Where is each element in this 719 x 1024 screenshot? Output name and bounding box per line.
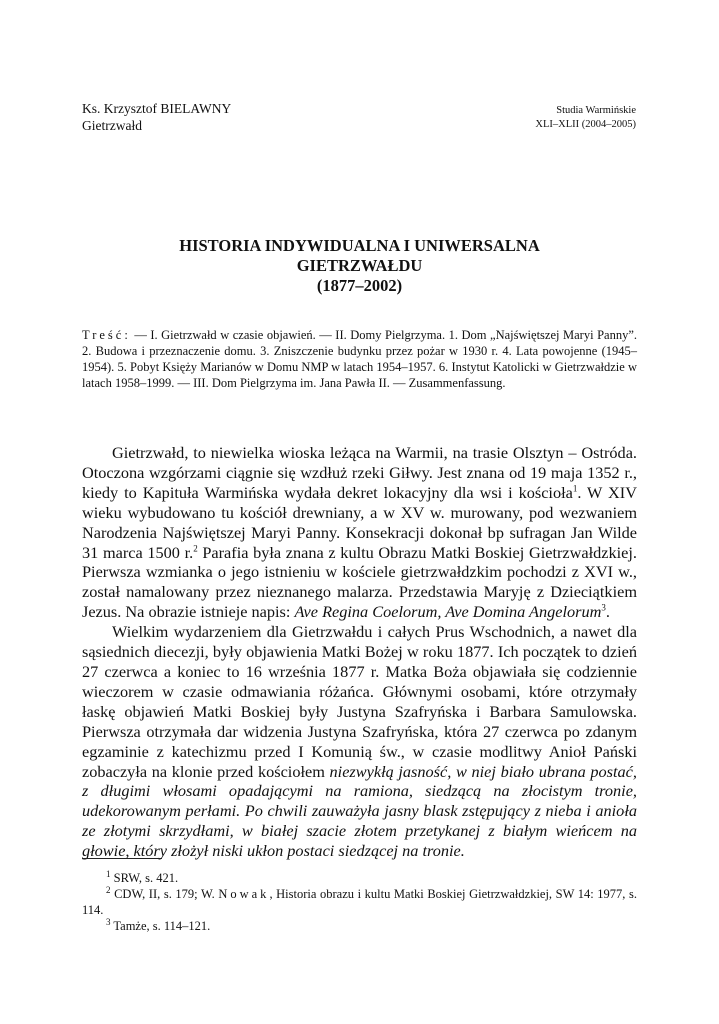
paragraph-2 — [82, 622, 637, 861]
paragraph-1-text-c: Parafia była znana z kultu Obrazu Matki Boskiej Gietrzwałdzkiej. Pierwsza wzmianka o jego istnieniu w kościele gietrzwałdzkim pochodzi z XVI w., został namalowany przez nieznanego malarza. Przedstawia Maryję z Dzieciątkiem Jezus. Na obrazie istnieje napis: — [82, 542, 637, 622]
article-title — [82, 236, 637, 296]
footnote-2-text-b: , Historia obrazu i kultu Matki Boskiej Gietrzwałdzkiej, — [269, 887, 556, 901]
footnote-3 — [82, 918, 637, 934]
paragraph-1-end: . — [605, 602, 610, 622]
article-body — [82, 443, 637, 861]
abstract-lead: Treść: — [82, 328, 131, 342]
footnote-divider — [82, 858, 162, 859]
paragraph-2-text: Wielkim wydarzeniem dla Gietrzwałdu i całych Prus Wschodnich, a nawet dla sąsiednich diecezji, były objawienia Matki Bożej w roku 1877. Ich początek to dzień 27 czerwca a koniec to 16 września 1877 r. Matka Boża objawiała się codziennie wieczorem w czasie odmawiania różańca. Głównymi osobami, które otrzymały łaskę objawień Matki Boskiej były Justyna Szafryńska i Barbara Samulowska. Pierwsza otrzymała dar widzenia Justyna Szafryńska, która 27 czerwca po zdanym egzaminie z katechizmu przed I Komunią św., w czasie modlitwy Anioł Pański zobaczyła na klonie przed kościołem — [82, 622, 637, 781]
paragraph-1-text-b: . W XIV wieku wybudowano tu kościół drewniany, a w XV w. murowany, pod wezwaniem Narodzenia Najświętszej Maryi Panny. Konsekracji dokonał bp sufragan Jan Wilde 31 marca 1500 r. — [82, 482, 637, 562]
title-line-1: HISTORIA INDYWIDUALNA I UNIWERSALNA — [179, 236, 540, 255]
journal-name: Studia Warmińskie — [556, 105, 636, 116]
footnotes — [82, 870, 637, 934]
footnote-1-number: 1 — [106, 868, 111, 879]
table-of-contents-abstract — [82, 327, 637, 391]
paragraph-2-quote: niezwykłą jasność, w niej biało ubrana postać, z długimi włosami opadającymi na ramiona, siedzącą na złocistym tronie, udekorowanym perłami. Po chwili zauważyła jasny blask zstępujący z nieba i anioła ze złotymi skrzydłami, w białej szacie złotem przetykanej z białym wieńcem na głowie, który złożył niski ukłon postaci siedzącej na tronie. — [82, 761, 637, 861]
title-line-3: (1877–2002) — [316, 276, 403, 295]
author-block — [82, 100, 231, 134]
abstract-text: — I. Gietrzwałd w czasie objawień. — II. Domy Pielgrzyma. 1. Dom „Najświętszej Maryi Panny”. 2. Budowa i przeznaczenie domu. 3. Zniszczenie budynku przez pożar w 1930 r. 4. Lata powojenne (1945–1954). 5. Pobyt Księży Marianów w Domu NMP w latach 1954–1957. 6. Instytut Katolicki w Gietrzwałdzie w latach 1958–1999. — III. Dom Pielgrzyma im. Jana Pawła II. — Zusammenfassung. — [82, 328, 637, 390]
footnote-3-number: 3 — [106, 916, 111, 927]
footnote-2 — [82, 886, 637, 918]
paragraph-1 — [82, 443, 637, 622]
paragraph-1-inscription: Ave Regina Coelorum, Ave Domina Angelorum — [294, 602, 602, 622]
footnote-ref-1[interactable]: 1 — [572, 483, 578, 494]
footnote-1 — [82, 870, 637, 886]
footnote-2-journal: SW — [555, 887, 575, 901]
author-name: Ks. Krzysztof BIELAWNY — [82, 101, 232, 116]
footnote-2-text-a: CDW, II, s. 179; W. — [110, 887, 219, 901]
footnote-2-text-c: 14: 1977, s. 114. — [82, 887, 637, 917]
journal-volume: XLI–XLII (2004–2005) — [535, 119, 636, 130]
footnote-2-number: 2 — [106, 884, 111, 895]
title-line-2: GIETRZWAŁDU — [296, 256, 423, 275]
paragraph-1-text-a: Gietrzwałd, to niewielka wioska leżąca na Warmii, na trasie Olsztyn – Ostróda. Otoczona wzgórzami ciągnie się wzdłuż rzeki Giłwy. Jest znana od 19 maja 1352 r., kiedy to Kapituła Warmińska wydała dekret lokacyjny dla wsi i kościoła — [82, 443, 637, 502]
footnote-ref-3[interactable]: 3 — [601, 602, 606, 613]
journal-block — [535, 104, 636, 132]
footnote-3-text: Tamże, s. 114–121. — [110, 919, 211, 933]
footnote-1-text: SRW, s. 421. — [110, 871, 179, 885]
author-place: Gietrzwałd — [82, 118, 142, 133]
footnote-ref-2[interactable]: 2 — [193, 543, 198, 554]
footnote-2-author: Nowak — [218, 887, 270, 901]
